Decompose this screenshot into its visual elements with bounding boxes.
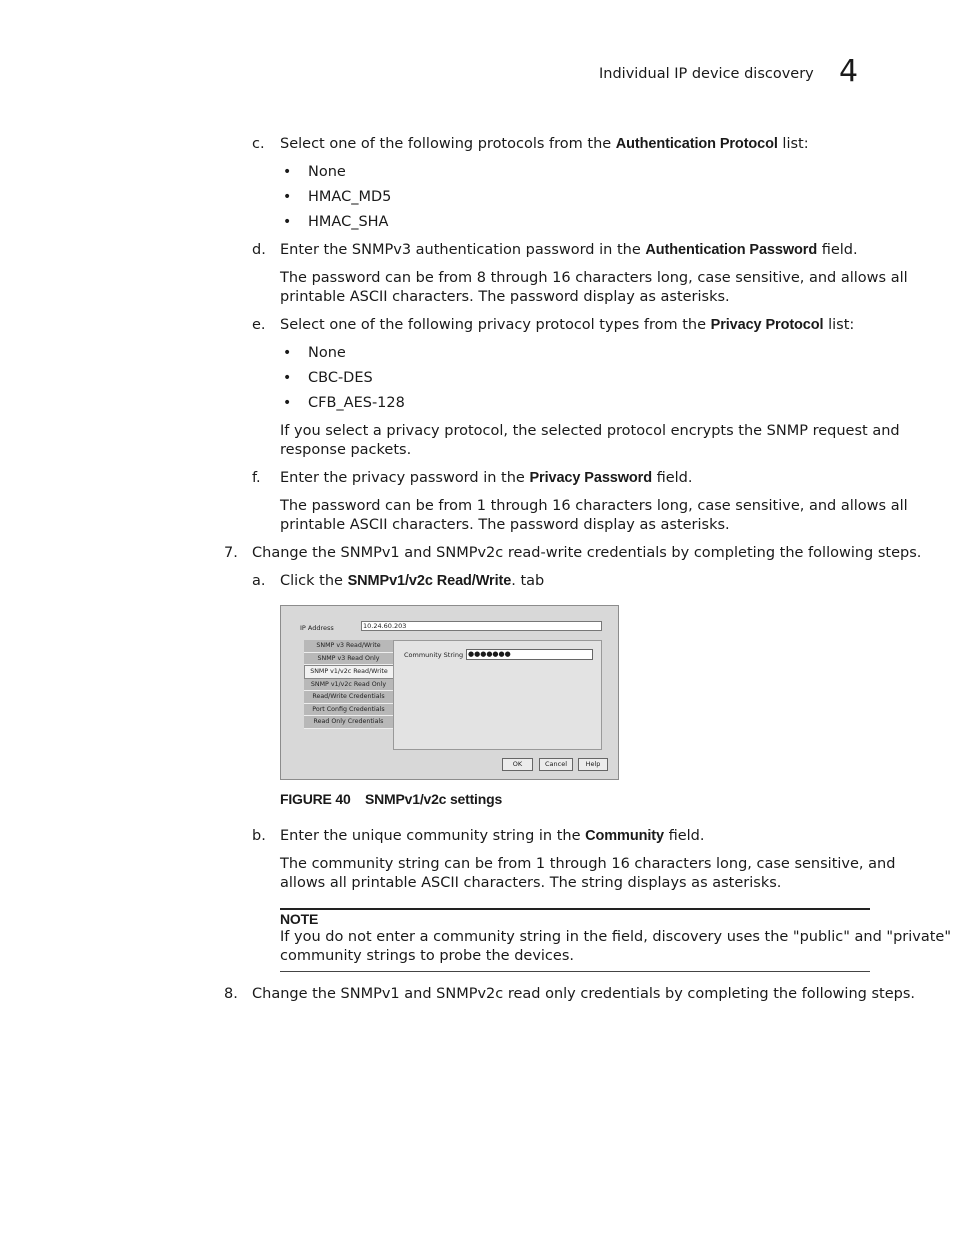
step-c-text: Select one of the following protocols from the Authentication Protocol list: bbox=[280, 136, 809, 152]
tab-snmpv3-read-only[interactable]: SNMP v3 Read Only bbox=[304, 653, 393, 666]
step-8-text: Change the SNMPv1 and SNMPv2c read only credentials by completing the following steps. bbox=[252, 986, 915, 1002]
bullet-icon: • bbox=[283, 164, 292, 180]
credential-tabs bbox=[304, 640, 393, 729]
step-f-marker: f. bbox=[252, 470, 261, 486]
ok-button[interactable]: OK bbox=[502, 758, 533, 771]
figure-screenshot bbox=[280, 605, 619, 780]
help-button[interactable]: Help bbox=[578, 758, 608, 771]
step-7b-text: Enter the unique community string in the Community field. bbox=[280, 828, 705, 844]
bullet-icon: • bbox=[283, 370, 292, 386]
note-heading: NOTE bbox=[280, 911, 319, 927]
step-7a-text: Click the SNMPv1/v2c Read/Write. tab bbox=[280, 573, 545, 589]
list-item: CFB_AES-128 bbox=[308, 395, 405, 411]
chapter-number: 4 bbox=[839, 54, 859, 89]
figure-title: SNMPv1/v2c settings bbox=[365, 791, 503, 807]
step-7b-marker: b. bbox=[252, 828, 266, 844]
bullet-icon: • bbox=[283, 189, 292, 205]
note-line: community strings to probe the devices. bbox=[280, 948, 574, 964]
step-e-marker: e. bbox=[252, 317, 266, 333]
step-c-marker: c. bbox=[252, 136, 265, 152]
step-f-text: Enter the privacy password in the Privacy Password field. bbox=[280, 470, 693, 486]
list-item: None bbox=[308, 345, 346, 361]
tab-snmpv1v2c-read-only[interactable]: SNMP v1/v2c Read Only bbox=[304, 679, 393, 692]
step-d-text: Enter the SNMPv3 authentication password in the Authentication Password field. bbox=[280, 242, 858, 258]
ui-term: Privacy Password bbox=[529, 470, 652, 486]
ui-term: Privacy Protocol bbox=[710, 317, 824, 333]
note-bottom-rule bbox=[280, 971, 870, 972]
list-item: HMAC_SHA bbox=[308, 214, 389, 230]
step-8-marker: 8. bbox=[224, 986, 238, 1002]
paragraph-line: The community string can be from 1 through 16 characters long, case sensitive, and bbox=[280, 856, 896, 872]
bullet-icon: • bbox=[283, 395, 292, 411]
bullet-icon: • bbox=[283, 345, 292, 361]
tab-port-config-credentials[interactable]: Port Config Credentials bbox=[304, 704, 393, 717]
ui-term: Authentication Password bbox=[645, 242, 818, 258]
cancel-button[interactable]: Cancel bbox=[539, 758, 573, 771]
paragraph-line: The password can be from 8 through 16 characters long, case sensitive, and allows all bbox=[280, 270, 908, 286]
paragraph-line: allows all printable ASCII characters. The string displays as asterisks. bbox=[280, 875, 782, 891]
ui-term: SNMPv1/v2c Read/Write bbox=[347, 573, 512, 589]
step-7-text: Change the SNMPv1 and SNMPv2c read-write credentials by completing the following steps. bbox=[252, 545, 922, 561]
tab-snmpv3-read-write[interactable]: SNMP v3 Read/Write bbox=[304, 640, 393, 653]
tab-read-only-credentials[interactable]: Read Only Credentials bbox=[304, 716, 393, 729]
step-e-text: Select one of the following privacy protocol types from the Privacy Protocol list: bbox=[280, 317, 855, 333]
step-d-marker: d. bbox=[252, 242, 266, 258]
list-item: HMAC_MD5 bbox=[308, 189, 392, 205]
tab-panel bbox=[393, 640, 602, 750]
paragraph-line: The password can be from 1 through 16 characters long, case sensitive, and allows all bbox=[280, 498, 908, 514]
bullet-icon: • bbox=[283, 214, 292, 230]
ip-address-value: 10.24.60.203 bbox=[363, 622, 407, 630]
running-header: Individual IP device discovery bbox=[599, 66, 814, 82]
ip-address-field[interactable] bbox=[361, 621, 602, 631]
paragraph-line: printable ASCII characters. The password display as asterisks. bbox=[280, 517, 730, 533]
paragraph-line: response packets. bbox=[280, 442, 412, 458]
community-string-field[interactable]: ●●●●●●● bbox=[466, 649, 593, 660]
tab-snmpv1v2c-read-write[interactable]: SNMP v1/v2c Read/Write bbox=[304, 665, 393, 679]
step-7a-marker: a. bbox=[252, 573, 266, 589]
paragraph-line: If you select a privacy protocol, the selected protocol encrypts the SNMP request and bbox=[280, 423, 900, 439]
note-line: If you do not enter a community string in the field, discovery uses the "public" and "private" bbox=[280, 929, 952, 945]
note-top-rule bbox=[280, 908, 870, 910]
step-7-marker: 7. bbox=[224, 545, 238, 561]
ip-address-label: IP Address bbox=[300, 624, 334, 632]
ui-term: Authentication Protocol bbox=[615, 136, 778, 152]
paragraph-line: printable ASCII characters. The password display as asterisks. bbox=[280, 289, 730, 305]
tab-read-write-credentials[interactable]: Read/Write Credentials bbox=[304, 691, 393, 704]
list-item: None bbox=[308, 164, 346, 180]
list-item: CBC-DES bbox=[308, 370, 373, 386]
community-string-label: Community String bbox=[404, 651, 464, 659]
figure-number: FIGURE 40 bbox=[280, 791, 351, 807]
ui-term: Community bbox=[585, 828, 664, 844]
